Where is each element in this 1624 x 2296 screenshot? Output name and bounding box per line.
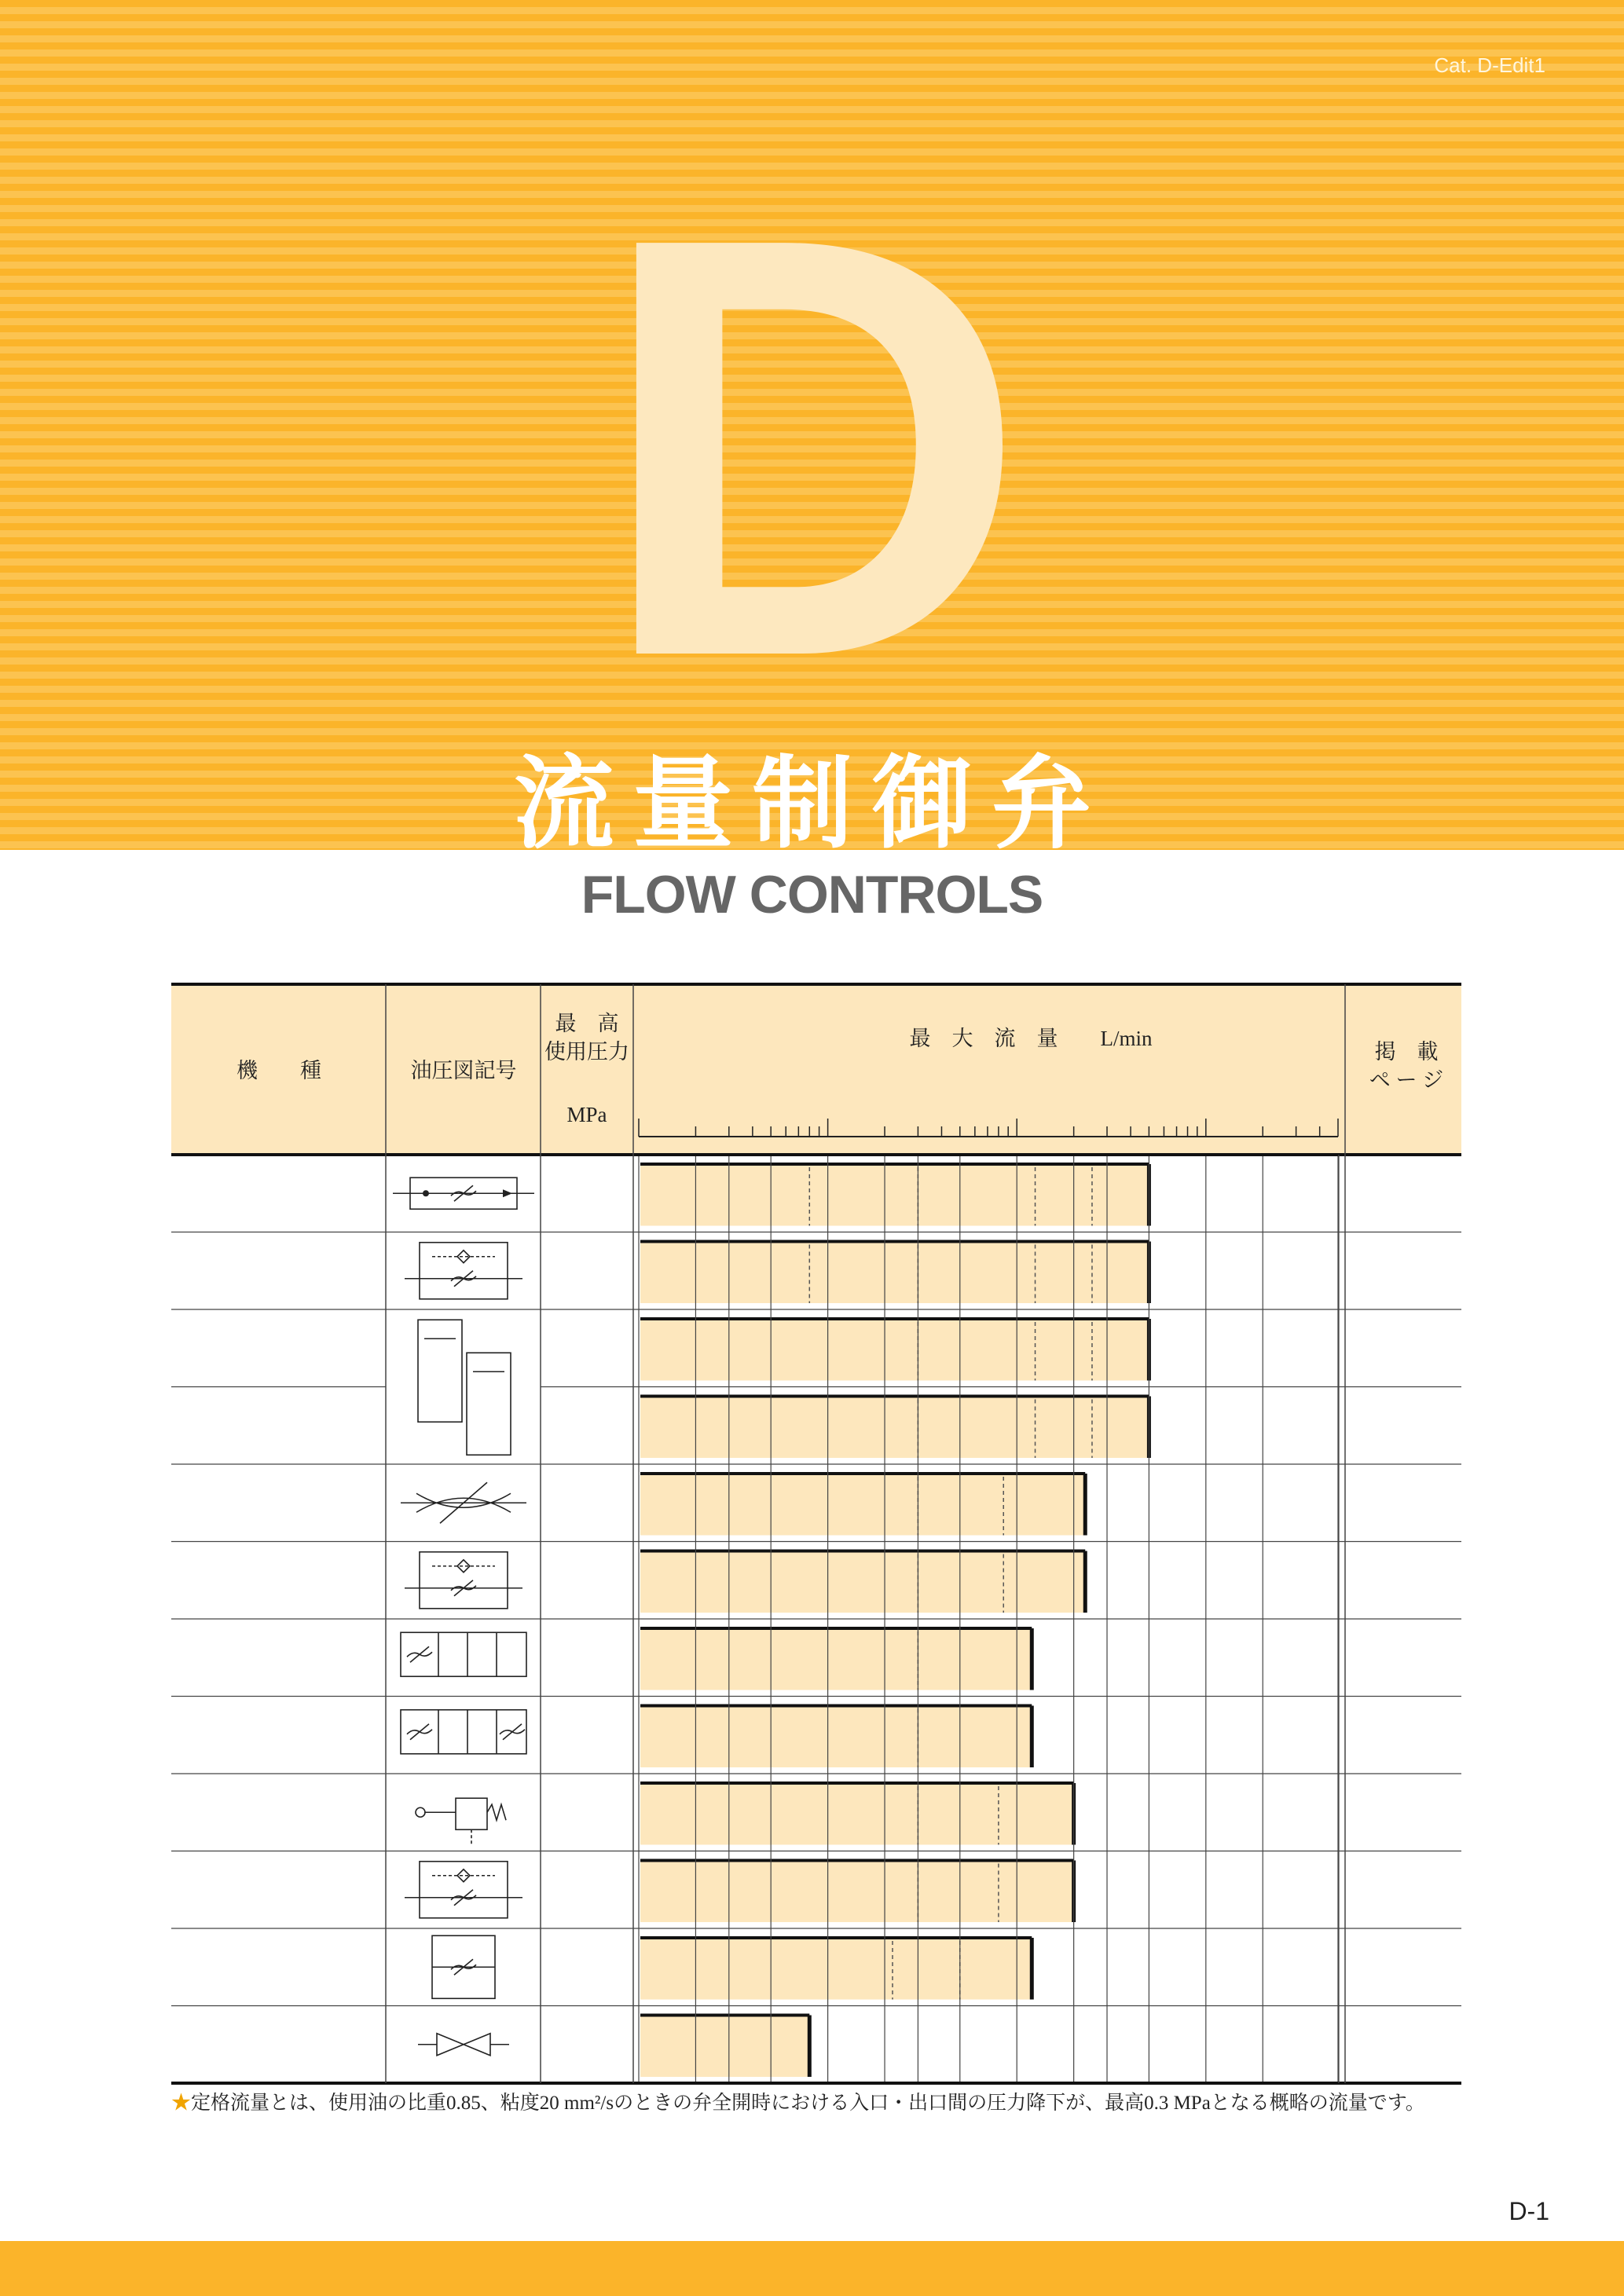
table-row xyxy=(640,1783,1074,1845)
page-title-en: FLOW CONTROLS xyxy=(581,865,1043,925)
symbol-box xyxy=(467,1353,511,1455)
catalog-code: Cat. D-Edit1 xyxy=(1434,53,1545,77)
table-row xyxy=(640,1397,1149,1459)
table-row xyxy=(640,1164,1149,1226)
page-title-ja: 流量制御弁 xyxy=(513,745,1111,862)
check-flow-adjust-valve-symbol xyxy=(405,1243,522,1299)
footnote-text: 定格流量とは、使用油の比重0.85、粘度20 mm²/sのときの弁全開時における入口・出口間の圧力降下が、最高0.3 MPaとなる概略の流量です。 xyxy=(191,2093,1425,2114)
table-row xyxy=(640,1551,1085,1613)
flow-bar xyxy=(640,1164,1149,1226)
needle-valve-icon xyxy=(437,2034,490,2056)
needle-valve-symbol xyxy=(418,2034,509,2056)
symbol-box xyxy=(418,1320,462,1422)
page-number: D-1 xyxy=(1509,2197,1549,2225)
table-header-bg xyxy=(171,984,1461,1155)
symbol-line xyxy=(410,1724,429,1740)
flow-adjust-valve-symbol xyxy=(393,1177,534,1209)
header-model: 機 種 xyxy=(236,1059,321,1082)
table-row xyxy=(640,1938,1032,2000)
symbol-box xyxy=(456,1798,487,1829)
pilot-flow-adjust-valve-symbol xyxy=(418,1320,511,1455)
header-symbol: 油圧図記号 xyxy=(410,1059,517,1082)
table-row xyxy=(640,1861,1074,1923)
flow-bar xyxy=(640,1397,1149,1459)
flow-bar xyxy=(640,1938,1032,2000)
header-pressure-line1: 最 高 xyxy=(555,1012,619,1035)
flow-bar xyxy=(640,1242,1149,1304)
table-row xyxy=(640,1319,1149,1381)
header-pressure-unit: MPa xyxy=(566,1103,607,1126)
flow-bar xyxy=(640,1706,1032,1768)
check-deceleration-valve-symbol xyxy=(405,1862,522,1918)
flow-bar xyxy=(640,1861,1074,1923)
symbol-roller xyxy=(416,1807,425,1817)
flow-bar xyxy=(640,1628,1032,1690)
flow-bar xyxy=(640,1551,1085,1613)
footer-bar xyxy=(0,2241,1624,2296)
table-row xyxy=(640,2016,809,2078)
symbol-line xyxy=(410,1646,429,1662)
table-row xyxy=(640,1628,1032,1690)
flow-bar xyxy=(640,1474,1085,1536)
header-page-line2: ペ ー ジ xyxy=(1369,1068,1444,1092)
footnote xyxy=(171,2087,1425,2115)
flow-bar xyxy=(640,2016,809,2078)
flow-bar xyxy=(640,1319,1149,1381)
table-body xyxy=(640,1164,1149,2077)
throttle-module-symbol xyxy=(401,1632,526,1676)
table-row xyxy=(640,1474,1085,1536)
symbol-line xyxy=(503,1724,522,1740)
table-row xyxy=(640,1706,1032,1768)
symbol-spring xyxy=(487,1804,506,1820)
symbol-arrow xyxy=(503,1189,512,1197)
symbol-dot xyxy=(423,1190,429,1196)
header-flow: 最 大 流 量 L/min xyxy=(909,1027,1153,1050)
star-icon: ★ xyxy=(171,2093,192,2114)
flow-bar xyxy=(640,1783,1074,1845)
chapter-letter: D xyxy=(596,114,1028,781)
feed-control-valve-symbol xyxy=(432,1935,495,1998)
throttle-valve-symbol xyxy=(401,1482,526,1523)
check-throttle-module-symbol xyxy=(401,1710,526,1754)
deceleration-valve-symbol xyxy=(416,1798,506,1844)
header-pressure-line2: 使用圧力 xyxy=(544,1040,629,1064)
one-way-throttle-valve-symbol xyxy=(405,1552,522,1609)
header-page-line1: 掲 載 xyxy=(1374,1040,1439,1064)
table-row xyxy=(640,1242,1149,1304)
